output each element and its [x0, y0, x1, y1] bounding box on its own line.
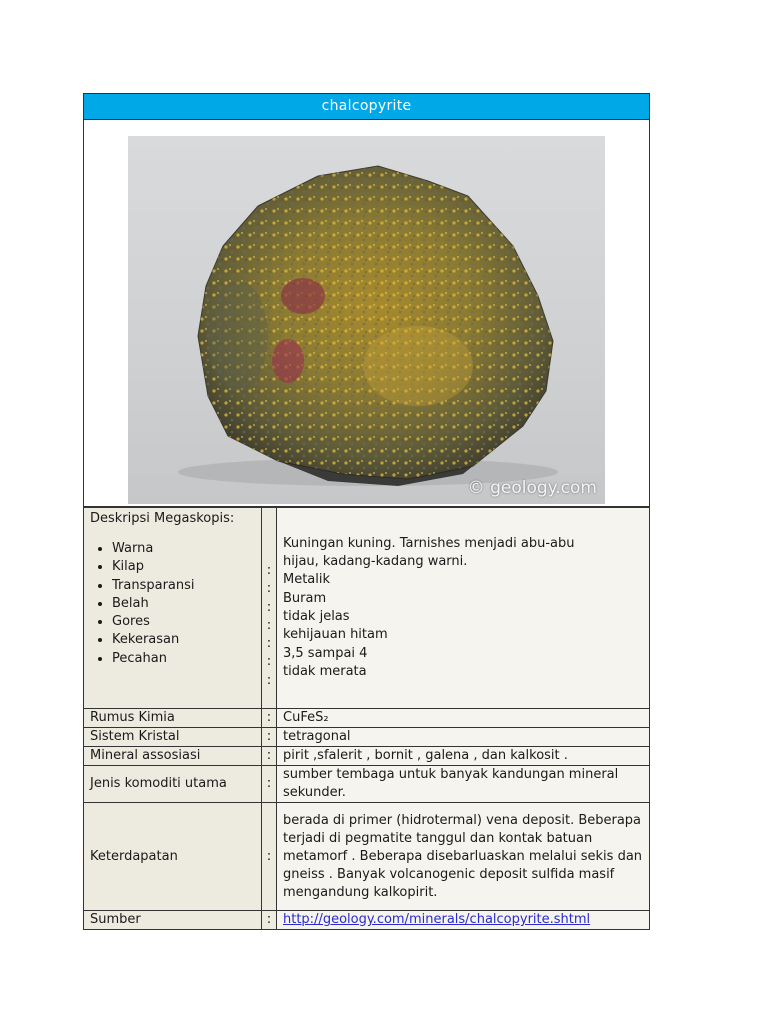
megaskopis-values-cell [277, 508, 650, 709]
label-sistem-kristal: Sistem Kristal [84, 728, 262, 747]
row-mineral-assosiasi [84, 747, 650, 766]
sumber-link[interactable]: http://geology.com/minerals/chalcopyrite.shtml [283, 912, 591, 927]
separator: : [262, 747, 277, 766]
value-jenis-komoditi: sumber tembaga untuk banyak kandungan mineral sekunder. [277, 766, 650, 803]
value-pecahan: tidak merata [283, 663, 367, 679]
sheet-title: chalcopyrite [83, 93, 650, 120]
row-keterdapatan [84, 803, 650, 911]
value-warna-line1: Kuningan kuning. Tarnishes menjadi abu-abu [283, 535, 575, 551]
separator: : [262, 803, 277, 911]
value-gores: kehijauan hitam [283, 627, 388, 643]
list-item-kilap: • Kilap [112, 558, 255, 576]
value-kekerasan: 3,5 sampai 4 [283, 645, 368, 661]
value-mineral-assosiasi: pirit ,sfalerit , bornit , galena , dan kalkosit . [277, 747, 650, 766]
mineral-sheet [83, 93, 650, 930]
list-item-gores: • Gores [112, 613, 255, 631]
row-rumus-kimia [84, 709, 650, 728]
megaskopis-label-cell [84, 508, 262, 709]
value-transparansi: Buram [283, 590, 327, 606]
value-sistem-kristal: tetragonal [277, 728, 650, 747]
separator: : [266, 599, 272, 615]
list-item-kekerasan: • Kekerasan [112, 631, 255, 649]
value-rumus-kimia: CuFeS₂ [277, 709, 650, 728]
value-warna-line2: hijau, kadang-kadang warni. [283, 554, 468, 570]
list-item-warna: • Warna [112, 540, 255, 558]
separator: : [266, 636, 272, 652]
label-rumus-kimia: Rumus Kimia [84, 709, 262, 728]
megaskopis-row [84, 508, 650, 709]
row-sumber [84, 911, 650, 930]
separator: : [266, 581, 272, 597]
label-keterdapatan: Keterdapatan [84, 803, 262, 911]
separator: : [262, 728, 277, 747]
value-keterdapatan: berada di primer (hidrotermal) vena deposit. Beberapa terjadi di pegmatite tanggul dan kontak batuan metamorf . Beberapa disebarluaskan melalui sekis dan gneiss . Banyak volcanogenic deposit sulfida masif mengandung kalkopirit. [277, 803, 650, 911]
value-belah: tidak jelas [283, 609, 350, 624]
separator: : [266, 617, 272, 633]
separator: : [266, 672, 272, 688]
label-sumber: Sumber [84, 911, 262, 930]
sumber-cell [277, 911, 650, 930]
megaskopis-list [90, 540, 255, 668]
label-mineral-assosiasi: Mineral assosiasi [84, 747, 262, 766]
row-jenis-komoditi [84, 766, 650, 803]
specimen-photo [128, 136, 605, 504]
separator: : [266, 562, 272, 578]
separator: : [262, 709, 277, 728]
separator: : [262, 766, 277, 803]
properties-table [83, 507, 650, 930]
specimen-image [128, 136, 605, 504]
watermark: © geology.com [467, 478, 597, 498]
list-item-belah: • Belah [112, 595, 255, 613]
photo-cell [83, 120, 650, 507]
megaskopis-heading: Deskripsi Megaskopis: [90, 511, 235, 526]
list-item-pecahan: • Pecahan [112, 650, 255, 668]
label-jenis-komoditi: Jenis komoditi utama [84, 766, 262, 803]
separator: : [262, 911, 277, 930]
megaskopis-separator-cell [262, 508, 277, 709]
row-sistem-kristal [84, 728, 650, 747]
list-item-transparansi: • Transparansi [112, 577, 255, 595]
value-kilap: Metalik [283, 572, 331, 588]
separator: : [266, 654, 272, 670]
